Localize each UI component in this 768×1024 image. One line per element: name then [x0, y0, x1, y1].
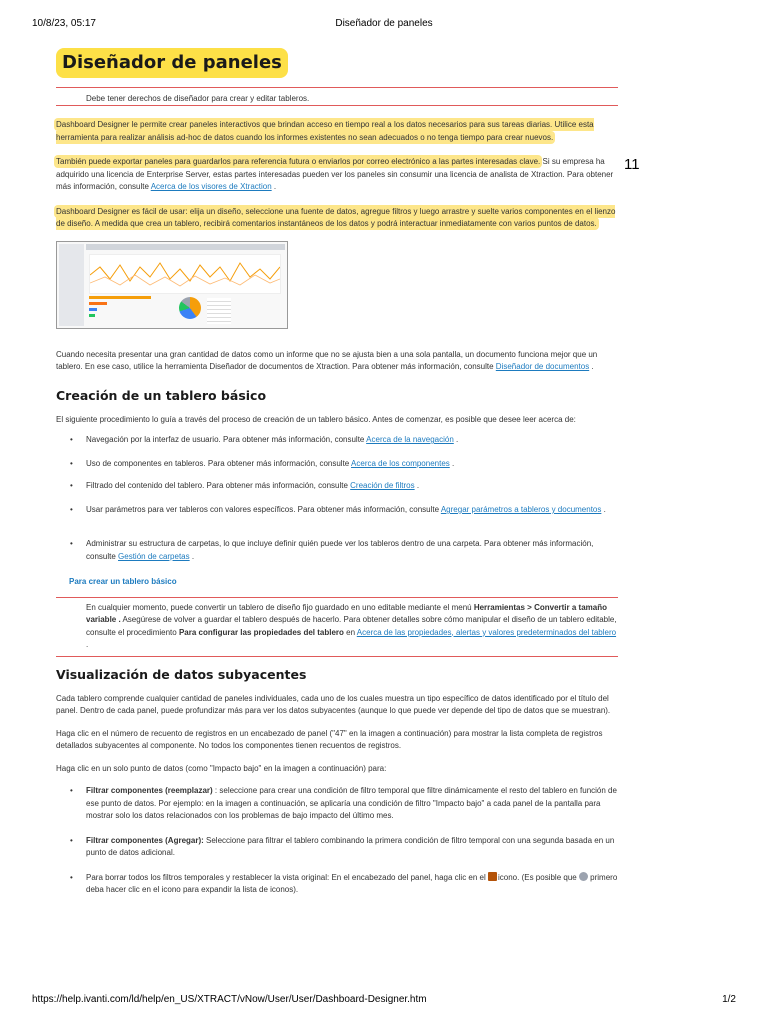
link-navigation[interactable]: Acerca de la navegación: [366, 435, 454, 444]
divider: [56, 656, 618, 657]
section-title-underlying-data: Visualización de datos subyacentes: [56, 666, 307, 682]
highlighted-text: Dashboard Designer es fácil de usar: elija un diseño, seleccione una fuente de datos, agregue filtros y luego arrastre y suelte varios componentes en el lienzo de diseño. A medida que crea un tablero, recibirá comentarios instantáneos de los datos y podrá interactuar inmediatamente con varios puntos de datos.: [56, 206, 616, 228]
print-date: 10/8/23, 05:17: [32, 18, 96, 29]
list-item: • Para borrar todos los filtros temporales y restablecer la vista original: En el encabezado del panel, haga clic en el icono. (Es posible que primero deba hacer clic en el icono para expandir la lista de iconos).: [56, 872, 618, 897]
print-url: https://help.ivanti.com/ld/help/en_US/XTRACT/vNow/User/User/Dashboard-Designer.htm: [32, 994, 427, 1005]
list-item: • Filtrar componentes (Agregar): Seleccione para filtrar el tablero combinando la primera condición de filtro temporal con una segunda basada en un punto de datos adicional.: [56, 835, 618, 860]
list-item: • Usar parámetros para ver tableros con valores específicos. Para obtener más información, consulte Agregar parámetros a tableros y documentos .: [56, 504, 618, 538]
paragraph-panels: Cada tablero comprende cualquier cantidad de paneles individuales, cada uno de los cuales muestra un tipo específico de datos identificado por el título del panel. Dentro de cada panel, puede profundizar más para ver los datos subyacentes (aunque lo que puede ver depende del tipo de datos que se muestran).: [56, 693, 611, 715]
dashboard-screenshot: [56, 241, 288, 329]
list-item: • Filtrar componentes (reemplazar) : seleccione para crear una condición de filtro temporal que filtre dinámicamente el resto del tablero en función de ese punto de datos. Por ejemplo: en la imagen a continuación, se aplicaría una condición de filtro "Impacto bajo" a cada panel de la pantalla para mostrar solo los datos relacionados con los problemas de bajo impacto del último mes.: [56, 785, 618, 823]
article: [56, 48, 618, 897]
page-title: Diseñador de paneles: [56, 48, 288, 78]
list-item: • Administrar su estructura de carpetas, lo que incluye definir quién puede ver los tableros dentro de una carpeta. Para obtener más información, consulte Gestión de carpetas .: [56, 538, 618, 572]
highlighted-text: También puede exportar paneles para guardarlos para referencia futura o enviarlos por correo electrónico a las partes interesadas clave.: [56, 157, 541, 166]
link-dashboard-properties[interactable]: Acerca de las propiedades, alertas y valores predeterminados del tablero: [356, 627, 617, 637]
clear-filter-icon: [488, 872, 497, 881]
section-intro: El siguiente procedimiento lo guía a través del proceso de creación de un tablero básico. Antes de comenzar, es posible que desee leer acerca de:: [56, 414, 576, 424]
expand-icons-icon: [579, 872, 588, 881]
procedure-link-basic-dashboard[interactable]: Para crear un tablero básico: [69, 577, 177, 586]
link-parameters[interactable]: Agregar parámetros a tableros y documentos: [440, 505, 602, 514]
title-wrap: [56, 48, 618, 80]
paragraph-record-count: Haga clic en el número de recuento de registros en un encabezado de panel ("47" en la imagen a continuación) para mostrar la lista completa de registros detallados subyacentes al componente. No todos los componentes tienen recuentos de registros.: [56, 728, 603, 750]
paragraph-easy: [56, 206, 618, 231]
paragraph-export: También puede exportar paneles para guardarlos para referencia futura o enviarlos por correo electrónico a las partes interesadas clave. Si su empresa ha adquirido una licencia de Enterprise Server, estas partes interesadas pueden ver los paneles sin consumir una licencia de analista de Xtraction. Para obtener más información, consulte Acerca de los visores de Xtraction .: [56, 157, 614, 191]
print-footer: [32, 994, 736, 1008]
section-title-basic-dashboard: Creación de un tablero básico: [56, 387, 267, 403]
filter-options-list: [56, 785, 618, 897]
paragraph-intro: [56, 119, 618, 144]
link-folders[interactable]: Gestión de carpetas: [118, 551, 190, 561]
highlighted-text: Dashboard Designer le permite crear paneles interactivos que brindan acceso en tiempo real a los datos necesarios para sus tareas diarias. Utilice esta herramienta para realizar análisis ad-hoc de datos cuando los informes existentes no sean adecuados o no tenga tiempo para crear nuevos.: [56, 120, 594, 142]
link-components[interactable]: Acerca de los componentes: [351, 459, 450, 468]
list-item: • Uso de componentes en tableros. Para obtener más información, consulte Acerca de los componentes .: [56, 458, 618, 480]
list-item: • Filtrado del contenido del tablero. Para obtener más información, consulte Creación de filtros .: [56, 480, 618, 504]
paragraph-documents: Cuando necesita presentar una gran cantidad de datos como un informe que no se ajusta bien a una sola pantalla, un documento funciona mejor que un tablero. En ese caso, utilice la herramienta Diseñador de documentos de Xtraction. Para obtener más información, consulte Diseñador de documentos .: [56, 349, 598, 371]
link-document-designer[interactable]: Diseñador de documentos: [495, 362, 590, 371]
list-item: • Navegación por la interfaz de usuario. Para obtener más información, consulte Acerca de la navegación .: [56, 434, 618, 458]
note-convert: En cualquier momento, puede convertir un tablero de diseño fijo guardado en uno editable mediante el menú Herramientas > Convertir a tamaño variable . Asegúrese de volver a guardar el tablero después de hacerlo. Para obtener detalles sobre cómo manipular el diseño de un tablero editable, consulte el procedimiento Para configurar las propiedades del tablero en Acerca de las propiedades, alertas y valores predeterminados del tablero .: [86, 602, 617, 649]
print-page-number: 1/2: [722, 994, 736, 1005]
print-header: [32, 18, 736, 32]
print-title: Diseñador de paneles: [335, 18, 433, 29]
side-page-number: 11: [624, 156, 640, 173]
prerequisites-list: [56, 434, 618, 572]
note-rights: Debe tener derechos de diseñador para crear y editar tableros.: [86, 94, 310, 103]
link-xtraction-viewers[interactable]: Acerca de los visores de Xtraction: [150, 182, 272, 191]
link-filters[interactable]: Creación de filtros: [350, 481, 415, 490]
paragraph-data-point: Haga clic en un solo punto de datos (como "Impacto bajo" en la imagen a continuación) para:: [56, 763, 387, 773]
